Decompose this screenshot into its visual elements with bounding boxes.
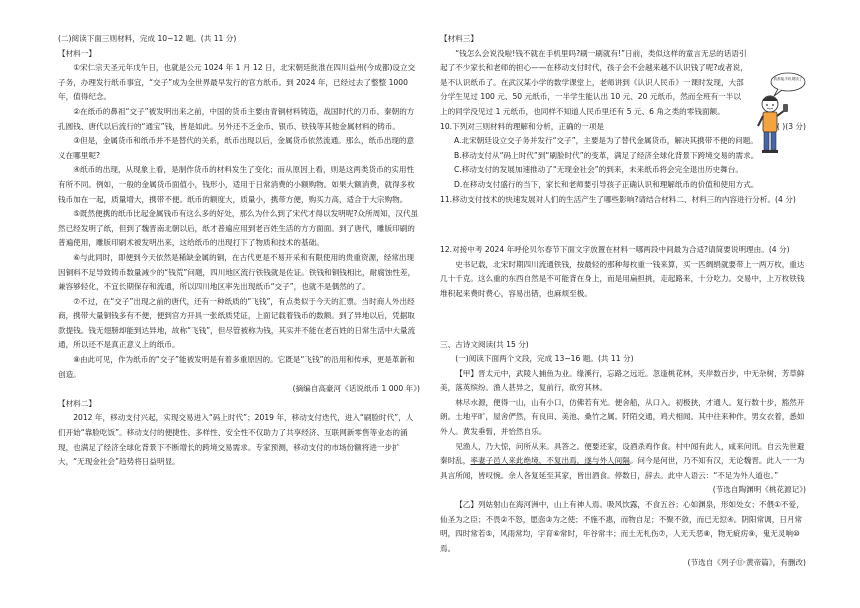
child-shirt — [763, 112, 777, 132]
material-1-heading: 【材料一】 — [58, 48, 96, 58]
passage-jia-paragraph-3 — [440, 440, 806, 484]
material-1-paragraph-6: ⑥与此同时，即便到今天依然是稀缺金属的铜，在古代更是不易开采和有限使用的贵重资源，经常出现因铜料不足导致铸币数量减少的“钱荒”问题，四川地区流行铁钱就是佐证。铁钱和铜钱相比，耐腐蚀性差，兼容够轻化，不宜长期保存和流通，所以四川地区率先出现纸币“交子”，也就不是偶然的了。 — [58, 252, 416, 292]
question-12: 12.对接中考 2024 年呼伦贝尔春节下面文字放置在材料一哪两段中间最为合适?请简要说明理由。(4 分) — [440, 245, 790, 255]
child-leg-right — [771, 132, 776, 150]
material-1-paragraph-3: ③但是，金属货币和纸币并不是替代的关系，纸币出现以后，金属货币依然流通。那么，纸币出现的意义在哪里呢? — [58, 136, 415, 160]
speech-bubble-text — [774, 76, 803, 81]
passage-jia-paragraph-3-part-1: 见渔人，乃大惊，问所从来。具答之。便要还家，设酒杀鸡作食。村中闻有此人，咸来问讯。自云先世避秦时乱， — [440, 441, 805, 466]
material-2-paragraph-1: 2012 年，移动支付兴起，实现交易进入“码上时代”；2019 年，移动支付迭代，进入“刷脸时代”，人们开始“靠脸吃饭”。移动支付的便捷性、多样性、安全性不仅助力了共享经济、互联网新零售等业态的涌现，也满足了经济全球化背景下不断增长的跨境交易需求。专家预测，移动支付的市场份额将进一步扩大，“无现金社会”趋势将日益明显。 — [58, 413, 414, 467]
speech-bubble-tail — [774, 89, 782, 96]
child-cartoon-illustration — [752, 72, 806, 158]
speech-bubble — [771, 73, 805, 91]
question-11: 11.移动支付技术的快速发展对人们的生活产生了哪些影响?请结合材料二、材料三的内容进行分析。(4 分) — [440, 194, 796, 204]
material-1-source: (摘编自高豪河《话说纸币 1 000 年》) — [292, 384, 420, 394]
question-10-score: ( )(3 分) — [776, 121, 806, 131]
question-10-option-a: A.北宋朝廷设立交子务并发行“交子”，主要是为了替代金属货币，解决其携带不便的问题。 — [454, 136, 758, 146]
material-3-paragraph-1: “钱怎么会说没啦!钱不就在手机里吗?刷一刷就有!”日前，类似这样的童言无忌的话语引起了不少家长和老师的担心——在移动支付时代，孩子会不会越来越不认识钱了呢?或者说，是不认识纸币了。在武汉某小学的数学课堂上，老师讲到《认识人民币》一课时发现，大部分学生见过 100 元、50 元纸币，一半学生能认出 10 元、20 元纸币，然而全班有一半以上的同学没见过 1 元纸币，也同样不知道人民币里还有 5 元、6 角之类的零钱面额。 — [440, 48, 748, 116]
section-title: (二)阅读下面三则材料，完成 10~12 题。(共 11 分) — [58, 34, 237, 43]
passage-yi-paragraph-1: 【乙】列姑射山在海河洲中，山上有神人焉。吸风饮露，不食五谷；心如渊泉，形如处女；不偎①不爱，仙圣为之臣；不畏②不怒，愿悫③为之使；不施不惠，而物自足；不聚不敛，而已无愆④。阴阳常调，日月常明，四时常若⑤，风雨常均，字育⑥常时，年谷常丰；而土无札伤⑦，人无夭恶⑧，物无疵疠⑨，鬼无灵响⑩焉。 — [440, 500, 804, 553]
passage-jia-underlined-sentence: 率妻子邑人来此绝境，不复出焉，遂与外人间隔 — [470, 456, 630, 466]
material-1-paragraph-2: ②在纸币的鼻祖“交子”被发明出来之前，中国的货币主要由青铜材料铸造，战国时代的刀币、秦朝的方孔圆钱、唐代以后流行的“通宝”钱，皆是如此。另外还不乏金币、银币、铁钱等其他金属材料的铸币。 — [58, 106, 415, 131]
question-10-option-d: D.在移动支付盛行的当下，家长和老师要引导孩子正确认识和理解纸币的价值和使用方式。 — [454, 179, 759, 189]
passage-jia-paragraph-2: 林尽水源，便得一山，山有小口，仿佛若有光。便舍船，从口入。初极狭，才通人。复行数十步，豁然开朗。土地平旷，屋舍俨然，有良田、美池、桑竹之属。阡陌交通，鸡犬相闻。其中往来种作，男女衣着，悉如外人。黄发垂髫，并怡然自乐。 — [440, 397, 805, 437]
question-12-passage: 史书记载，北宋时期四川流通铁钱，按最轻的那种每枚重一钱来算，买一匹绸绢就要带上一两万枚，重达几十千克。这么重的东西自然是不可能背在身上，而是用扁担挑，走起路来，十分吃力。交易中，上万枚铁钱堆积起来费时费心，容易出错，也麻烦至极。 — [440, 259, 805, 298]
passage-jia-paragraph-3-part-2: 。问今是何世，乃不知有汉，无论魏晋。此人一一为具言所闻，皆叹惋。余人各复延至其家，皆出酒食。停数日，辞去。此中人语云：“不足为外人道也。” — [440, 456, 805, 480]
speech-bubble-label: 我都能手机刷钱了 — [773, 77, 803, 81]
child-hair — [762, 97, 778, 102]
material-2-heading: 【材料二】 — [58, 398, 96, 408]
question-10-option-b: B.移动支付从“码上时代”到“刷脸时代”的变革，满足了经济全球化背景下跨境交易的需求。 — [454, 150, 759, 160]
question-10-stem: 10.下列对三则材料的理解和分析，正确的一项是 — [440, 121, 604, 131]
passage-jia-source: (节选自陶渊明《桃花源记》) — [712, 485, 806, 495]
answer-space-12 — [440, 302, 806, 338]
section-3-subtitle: (一)阅读下面两个文段，完成 13~16 题。(共 11 分) — [455, 354, 634, 364]
material-1-paragraph-7: ⑦不过，在“交子”出现之前的唐代，还有一种纸质的“飞钱”，有点类似于今天的汇票。当时商人外出经商，携带大量铜钱多有不便，便到官方开具一张纸质凭证，上面记载着钱币的数额。到了异地以后，凭据取款提钱。钱无翅膀却能到达异地，故称“飞钱”，但尽管被称为钱，其实并不能在老百姓的日常生活中大量流通，所以还不是真正意义上的纸币。 — [58, 296, 416, 350]
material-3-heading: 【材料三】 — [440, 34, 478, 43]
passage-yi-source: (节选自《列子⑪·黄帝篇》，有删改) — [687, 558, 806, 568]
material-1-paragraph-8: ⑧由此可见，作为纸币的“交子”能被发明是有着多重原因的。它既是“飞钱”的沿用和传承，更是革新和创造。 — [58, 355, 415, 379]
section-3-title: 三、古诗文阅读(共 15 分) — [440, 339, 529, 349]
child-leg-left — [764, 132, 769, 150]
answer-space-11 — [440, 207, 806, 243]
passage-jia-paragraph-1: 【甲】晋太元中，武陵人捕鱼为业。缘溪行，忘路之远近。忽逢桃花林，夹岸数百步，中无杂树，芳草鲜美，落英缤纷。渔人甚异之，复前行，欲穷其林。 — [440, 368, 805, 393]
phone-icon — [783, 104, 788, 112]
question-10-option-c: C.移动支付的发展加速推动了“无现金社会”的到来，未来纸币将会完全退出历史舞台。 — [454, 165, 743, 175]
material-1-paragraph-4: ④纸币的出现，从现象上看，是制作货币的材料发生了变化；而从原因上看，则是这两类货币的实用性有所不同。例如，一般的金属货币面值小，钱形小，适用于日常消费的小额购物。如果大额消费，就得多枚钱币加在一起，质量增大，携带不便。纸币的额度大，质量小，携带方便，购买力高，适合于大宗购物。 — [58, 165, 415, 204]
material-1-paragraph-1: ①宋仁宗天圣元年戊午日，也就是公元 1024 年 1 月 12 日，北宋朝廷批准在四川益州(今成都)设立交子务，办理发行纸币事宜，“交子”成为全世界最早发行的官方纸币。到 2024 年，已经过去了整整 1000 年，值得纪念。 — [58, 63, 416, 102]
left-column — [58, 32, 420, 470]
material-1-paragraph-5: ⑤既然便携的纸币比起金属钱币有这么多的好处，那么为什么到了宋代才得以发明呢?众所周知，汉代虽然已经发明了纸，但到了魏晋南北朝以后，纸才普遍应用到老百姓生活的方方面面。到了唐代，雕版印刷的普遍使用，雕版印刷术被发明出来，这给纸币的出现打下了物质和技术的基础。 — [58, 209, 419, 248]
